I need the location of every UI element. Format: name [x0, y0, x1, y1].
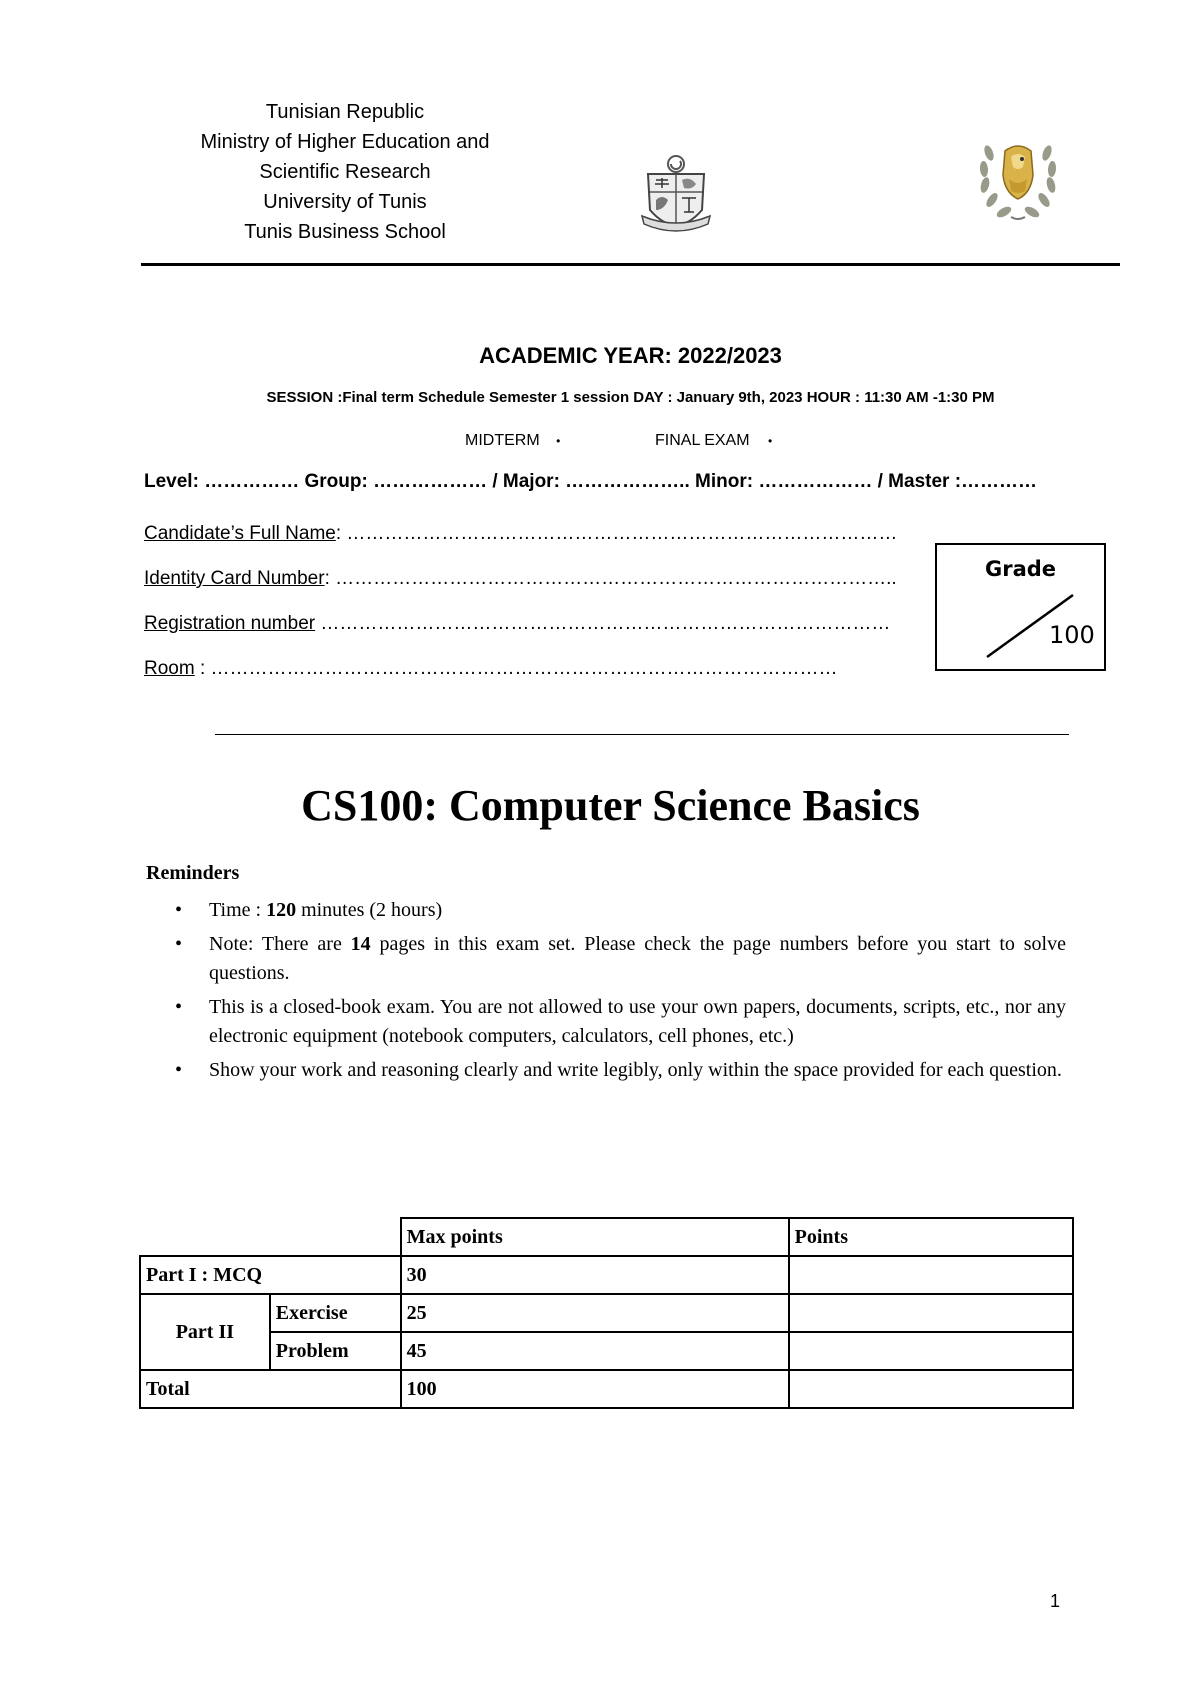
midterm-label: MIDTERM — [465, 432, 540, 449]
part1-max: 30 — [401, 1256, 789, 1294]
problem-label: Problem — [270, 1332, 401, 1370]
list-item: • This is a closed-book exam. You are not allowed to use your own papers, documents, scripts, etc., nor any electronic equipment (notebook computers, calculators, cell phones, etc.) — [209, 993, 1066, 1051]
exercise-points-input[interactable] — [789, 1294, 1073, 1332]
list-item: • Time : 120 minutes (2 hours) — [209, 896, 1066, 925]
grade-max: 100 — [1049, 621, 1095, 649]
room-field — [144, 658, 838, 680]
field-dots: : …………………………………………………………………………… — [335, 523, 898, 544]
part1-points-input[interactable] — [789, 1256, 1073, 1294]
table-row — [140, 1256, 1073, 1294]
header-max-points: Max points — [401, 1218, 789, 1256]
course-title: CS100: Computer Science Basics — [301, 781, 920, 830]
total-max: 100 — [401, 1370, 789, 1408]
field-dots: ……………………………………………………………………………… — [315, 613, 891, 634]
institution-line: Ministry of Higher Education and — [200, 131, 490, 153]
session-line: SESSION :Final term Schedule Semester 1 session DAY : January 9th, 2023 HOUR : 11:30 AM -1:30 PM — [266, 389, 995, 406]
candidate-name-field — [144, 523, 897, 545]
list-item: • Note: There are 14 pages in this exam set. Please check the page numbers before you start to solve questions. — [209, 930, 1066, 988]
university-emblem-icon — [975, 135, 1061, 227]
final-exam-option — [655, 432, 772, 450]
problem-max: 45 — [401, 1332, 789, 1370]
identity-card-field — [144, 568, 897, 590]
field-label: Room — [144, 658, 195, 679]
registration-number-field — [144, 613, 890, 635]
institution-line: Scientific Research — [259, 161, 431, 183]
score-table — [139, 1217, 1074, 1409]
empty-cell — [140, 1218, 401, 1256]
field-label: Registration number — [144, 613, 316, 634]
reminders-list — [146, 896, 1066, 1090]
part2-label: Part II — [140, 1294, 270, 1370]
total-label: Total — [140, 1370, 401, 1408]
list-item: • Show your work and reasoning clearly and write legibly, only within the space provided for each question. — [209, 1056, 1066, 1085]
coat-of-arms-icon — [638, 150, 714, 242]
final-exam-label: FINAL EXAM — [655, 432, 750, 449]
institution-line: University of Tunis — [263, 191, 427, 213]
grade-box — [935, 543, 1106, 671]
table-row — [140, 1332, 1073, 1370]
institution-line: Tunisian Republic — [265, 101, 425, 123]
header-points: Points — [789, 1218, 1073, 1256]
field-dots: : ……………………………………………………………………………………… — [194, 658, 838, 679]
institution-header — [165, 97, 525, 247]
table-row — [140, 1370, 1073, 1408]
field-label: Candidate’s Full Name — [144, 523, 336, 544]
total-points-input[interactable] — [789, 1370, 1073, 1408]
academic-year: ACADEMIC YEAR: 2022/2023 — [479, 343, 782, 368]
section-divider — [215, 734, 1069, 735]
institution-line: Tunis Business School — [244, 221, 446, 243]
midterm-option — [465, 432, 560, 450]
grade-label: Grade — [985, 557, 1057, 581]
exercise-max: 25 — [401, 1294, 789, 1332]
field-dots: : …………………………………………………………………………….. — [324, 568, 897, 589]
table-row — [140, 1294, 1073, 1332]
part1-label: Part I : MCQ — [140, 1256, 401, 1294]
midterm-bullet: • — [556, 434, 561, 448]
reminders-heading: Reminders — [146, 862, 240, 884]
level-group-major-line: Level: …………… Group: ……………… / Major: ……………….. Minor: ……………… / Master :………… — [144, 471, 1038, 492]
page-number: 1 — [1050, 1591, 1061, 1611]
problem-points-input[interactable] — [789, 1332, 1073, 1370]
header-divider — [141, 263, 1120, 266]
exercise-label: Exercise — [270, 1294, 401, 1332]
table-row — [140, 1218, 1073, 1256]
final-exam-bullet: • — [768, 434, 773, 448]
field-label: Identity Card Number — [144, 568, 325, 589]
